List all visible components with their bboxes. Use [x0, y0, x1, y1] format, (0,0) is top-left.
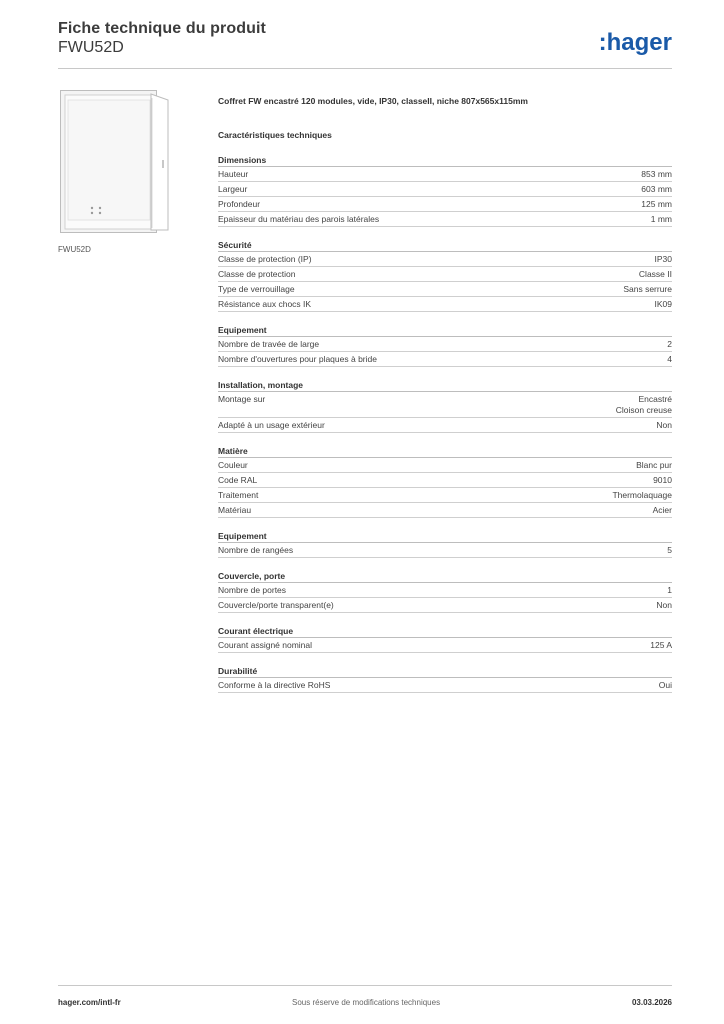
image-caption: FWU52D [58, 245, 91, 254]
footer-notice: Sous réserve de modifications techniques [292, 998, 441, 1007]
spec-row [218, 503, 672, 518]
spec-row [218, 267, 672, 282]
spec-label: Profondeur [218, 198, 261, 209]
spec-row [218, 418, 672, 433]
spec-row [218, 488, 672, 503]
spec-label: Largeur [218, 183, 248, 194]
spec-group [218, 154, 672, 227]
spec-label: Hauteur [218, 168, 249, 179]
spec-value: 1 [667, 584, 672, 595]
spec-label: Couvercle/porte transparent(e) [218, 599, 334, 610]
spec-value: Thermolaquage [612, 489, 672, 500]
spec-row [218, 473, 672, 488]
spec-value: Acier [652, 504, 672, 515]
spec-value: 4 [667, 353, 672, 364]
page-header [58, 20, 672, 68]
spec-row [218, 638, 672, 653]
spec-label: Nombre d'ouvertures pour plaques à bride [218, 353, 377, 364]
spec-label: Conforme à la directive RoHS [218, 679, 331, 690]
spec-label: Résistance aux chocs IK [218, 298, 312, 309]
spec-value: 125 A [650, 639, 672, 650]
spec-value: Oui [658, 679, 672, 690]
spec-label: Traitement [218, 489, 259, 500]
page-title: Fiche technique du produit [58, 20, 266, 37]
spec-value: 9010 [653, 474, 672, 485]
spec-label: Courant assigné nominal [218, 639, 313, 650]
spec-label: Couleur [218, 459, 248, 470]
spec-label: Classe de protection (IP) [218, 253, 312, 264]
spec-row [218, 352, 672, 367]
spec-row [218, 392, 672, 418]
spec-value: IP30 [654, 253, 672, 264]
footer-divider [58, 985, 672, 986]
spec-label: Nombre de travée de large [218, 338, 320, 349]
spec-row [218, 252, 672, 267]
spec-group [218, 665, 672, 693]
spec-value: 1 mm [650, 213, 672, 224]
spec-value: 5 [667, 544, 672, 555]
spec-group-title: Dimensions [218, 154, 672, 167]
spec-group [218, 324, 672, 367]
spec-row [218, 583, 672, 598]
spec-row [218, 297, 672, 312]
spec-row [218, 182, 672, 197]
spec-label: Adapté à un usage extérieur [218, 419, 325, 430]
section-heading: Caractéristiques techniques [218, 130, 332, 140]
product-image-cabinet [60, 90, 170, 236]
spec-row [218, 167, 672, 182]
spec-row [218, 458, 672, 473]
spec-group-title: Installation, montage [218, 379, 672, 392]
spec-label: Nombre de portes [218, 584, 287, 595]
spec-group-title: Equipement [218, 530, 672, 543]
header-divider [58, 68, 672, 69]
footer-website[interactable]: hager.com/intl-fr [58, 998, 121, 1007]
spec-label: Code RAL [218, 474, 258, 485]
spec-group [218, 379, 672, 433]
spec-value: 2 [667, 338, 672, 349]
spec-group-title: Couvercle, porte [218, 570, 672, 583]
spec-group [218, 625, 672, 653]
spec-value: IK09 [654, 298, 672, 309]
spec-value: Non [656, 419, 672, 430]
product-description: Coffret FW encastré 120 modules, vide, IP30, classeII, niche 807x565x115mm [218, 96, 528, 106]
spec-value: 125 mm [641, 198, 672, 209]
spec-value: Classe II [638, 268, 672, 279]
spec-group [218, 530, 672, 558]
spec-group-title: Sécurité [218, 239, 672, 252]
product-code: FWU52D [58, 39, 124, 56]
hager-logo [588, 28, 672, 56]
spec-label: Montage sur [218, 393, 266, 404]
spec-value: 603 mm [641, 183, 672, 194]
spec-group-title: Courant électrique [218, 625, 672, 638]
svg-text::hager: :hager [598, 29, 672, 56]
spec-row [218, 337, 672, 352]
spec-row [218, 678, 672, 693]
spec-value: Encastré Cloison creuse [615, 393, 672, 415]
spec-group [218, 445, 672, 518]
spec-content [218, 96, 672, 693]
spec-group-title: Equipement [218, 324, 672, 337]
spec-row [218, 282, 672, 297]
spec-value: 853 mm [641, 168, 672, 179]
spec-group [218, 239, 672, 312]
spec-group-title: Matière [218, 445, 672, 458]
spec-label: Matériau [218, 504, 252, 515]
spec-label: Epaisseur du matériau des parois latérales [218, 213, 380, 224]
spec-value: Sans serrure [623, 283, 672, 294]
spec-label: Classe de protection [218, 268, 296, 279]
spec-group-title: Durabilité [218, 665, 672, 678]
spec-row [218, 598, 672, 613]
spec-groups [218, 154, 672, 693]
spec-row [218, 197, 672, 212]
spec-label: Nombre de rangées [218, 544, 294, 555]
spec-value: Blanc pur [636, 459, 672, 470]
spec-label: Type de verrouillage [218, 283, 295, 294]
spec-row [218, 543, 672, 558]
spec-group [218, 570, 672, 613]
spec-row [218, 212, 672, 227]
spec-value: Non [656, 599, 672, 610]
footer-date: 03.03.2026 [631, 998, 672, 1007]
